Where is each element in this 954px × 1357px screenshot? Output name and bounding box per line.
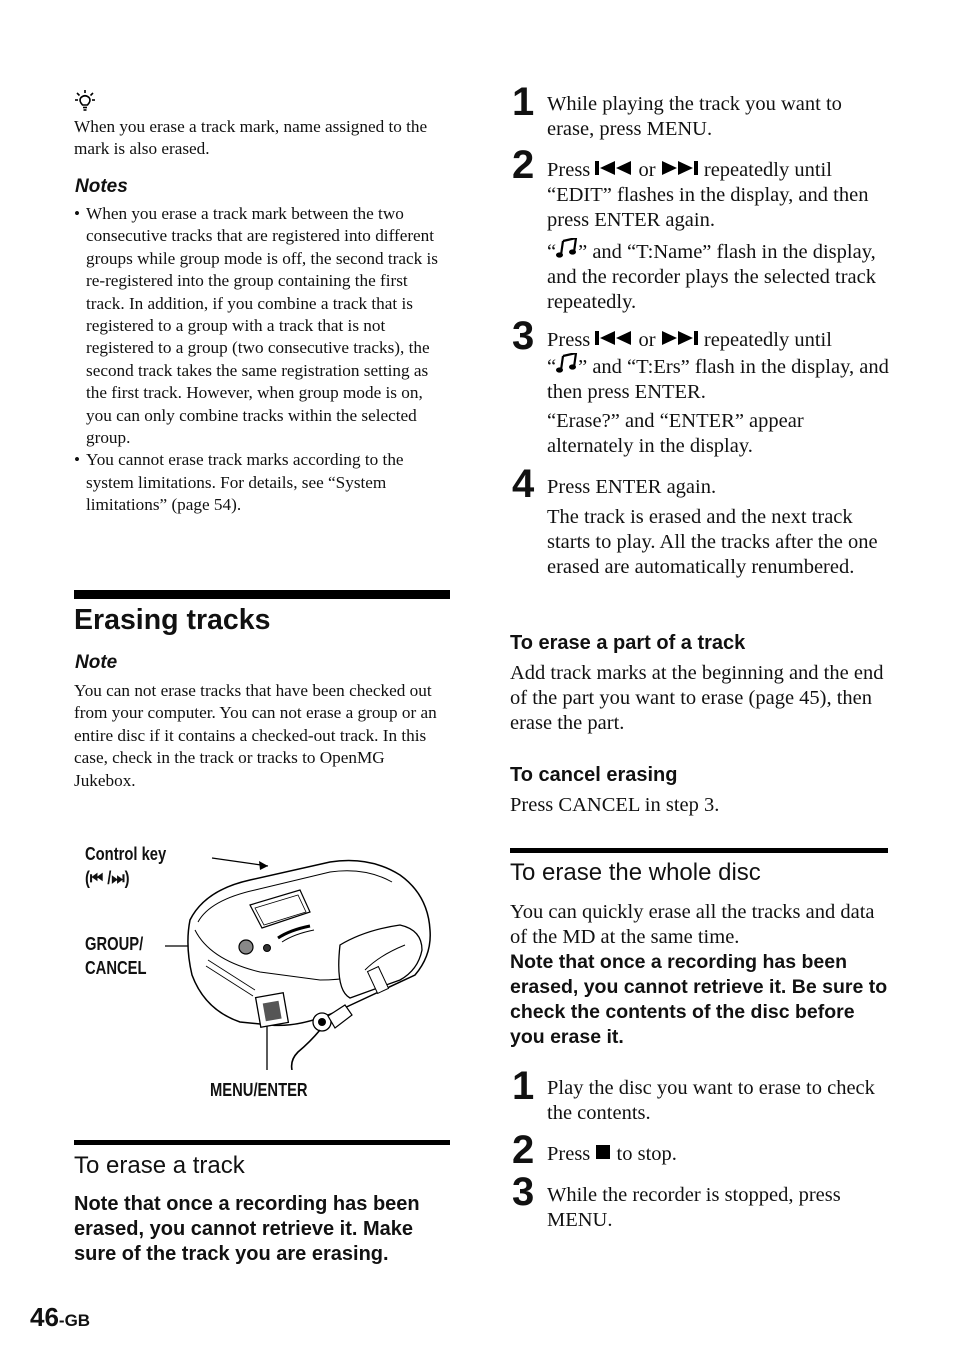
section-title: Erasing tracks	[74, 604, 271, 636]
control-key-text: Control key	[85, 844, 167, 864]
control-key-symbols: (⏮ /⏭)	[85, 868, 130, 888]
cancel-erasing-title: To cancel erasing	[510, 764, 678, 786]
group-cancel-label	[85, 932, 147, 980]
step-or-word: or	[638, 329, 656, 351]
page-number	[30, 1302, 90, 1333]
step-number: 3	[512, 1170, 535, 1214]
notes-list	[74, 203, 449, 517]
step-detail-rest: ” and “T:Name” flash in the display, and the recorder plays the selected track repeatedly.	[547, 241, 876, 313]
prev-track-icon	[595, 158, 633, 183]
erase-part-text: Add track marks at the beginning and the end of the part you want to erase (page 45), then erase the part.	[510, 662, 884, 734]
step-or-word: or	[638, 159, 656, 181]
step-number: 3	[512, 314, 535, 358]
music-note-icon	[556, 238, 578, 265]
notes-item: • When you erase a track mark between the two consecutive tracks that are registered into different groups while group mode is off, the second track is re-registered into the group containing the first track. In addition, if you combine a track that is registered to a group with a track that is not registered to a group (two consecutive tracks), the second track takes the same registration setting as the first track. However, when group mode is on, you can only combine tracks within the selected group.	[74, 203, 449, 449]
step-text: While the recorder is stopped, press MENU.	[547, 1184, 841, 1231]
group-cancel-line1: GROUP/	[85, 934, 144, 954]
notes-item: • You cannot erase track marks according to the system limitations. For details, see “System limitations” (page 54).	[74, 449, 449, 516]
step-detail-open: “	[547, 241, 557, 263]
menu-enter-label: MENU/ENTER	[210, 1080, 308, 1100]
step-detail: “Erase?” and “ENTER” appear alternately in the display.	[547, 410, 804, 457]
music-note-icon	[556, 353, 578, 380]
stop-icon	[595, 1142, 611, 1167]
step-number: 2	[512, 143, 535, 187]
group-cancel-line2: CANCEL	[85, 958, 147, 978]
section-rule	[74, 590, 450, 599]
note-heading: Note	[75, 652, 118, 673]
step-text	[547, 328, 892, 405]
erase-track-warning: Note that once a recording has been erased, you cannot retrieve it. Make sure of the track you are erasing.	[74, 1193, 420, 1265]
step-line2-open: “	[547, 356, 557, 378]
next-track-icon	[661, 158, 699, 183]
step-rest: repeatedly until “EDIT” flashes in the display, and then press ENTER again.	[547, 159, 869, 231]
erase-track-rule	[74, 1140, 450, 1145]
step-text	[547, 158, 892, 233]
step-rest: repeatedly until	[703, 329, 832, 351]
note-text: You can not erase tracks that have been checked out from your computer. You can not erase a group or an entire disc if it contains a checked-out track. In this case, check in the track or tracks to OpenMG Jukebox.	[74, 681, 437, 790]
prev-track-icon	[595, 328, 633, 353]
erase-disc-title: To erase the whole disc	[510, 859, 761, 886]
notes-heading: Notes	[75, 176, 128, 197]
step-number: 4	[512, 462, 535, 506]
md-recorder-illustration	[160, 850, 440, 1070]
erase-disc-intro: You can quickly erase all the tracks and data of the MD at the same time.	[510, 901, 875, 948]
step-text: While playing the track you want to erase, press MENU.	[547, 93, 842, 140]
page-number-suffix: -GB	[58, 1311, 91, 1330]
cancel-erasing-text: Press CANCEL in step 3.	[510, 794, 720, 816]
step-text: Press ENTER again.	[547, 476, 717, 498]
page-number-value: 46	[30, 1302, 59, 1332]
step-number: 1	[512, 1064, 535, 1108]
step-text: Play the disc you want to erase to check the contents.	[547, 1077, 875, 1124]
step-number: 1	[512, 80, 535, 124]
step-detail: The track is erased and the next track starts to play. All the tracks after the one erased are automatically renumbered.	[547, 506, 878, 578]
step-press-word: Press	[547, 329, 591, 351]
step-text	[547, 1142, 892, 1167]
next-track-icon	[661, 328, 699, 353]
step-press-word: Press	[547, 1143, 591, 1165]
erase-track-title: To erase a track	[74, 1152, 245, 1179]
erase-part-title: To erase a part of a track	[510, 632, 746, 654]
control-key-label	[85, 842, 166, 890]
step-rest: to stop.	[616, 1143, 677, 1165]
erase-disc-warning: Note that once a recording has been erased, you cannot retrieve it. Be sure to check the contents of the disc before you erase it.	[510, 951, 888, 1048]
erase-disc-rule	[510, 848, 888, 853]
step-press-word: Press	[547, 159, 591, 181]
step-detail	[547, 238, 892, 315]
step-line2-rest: ” and “T:Ers” flash in the display, and then press ENTER.	[547, 356, 889, 403]
step-number: 2	[512, 1128, 535, 1172]
lightbulb-icon	[75, 90, 95, 112]
hint-text: When you erase a track mark, name assigned to the mark is also erased.	[74, 117, 428, 159]
